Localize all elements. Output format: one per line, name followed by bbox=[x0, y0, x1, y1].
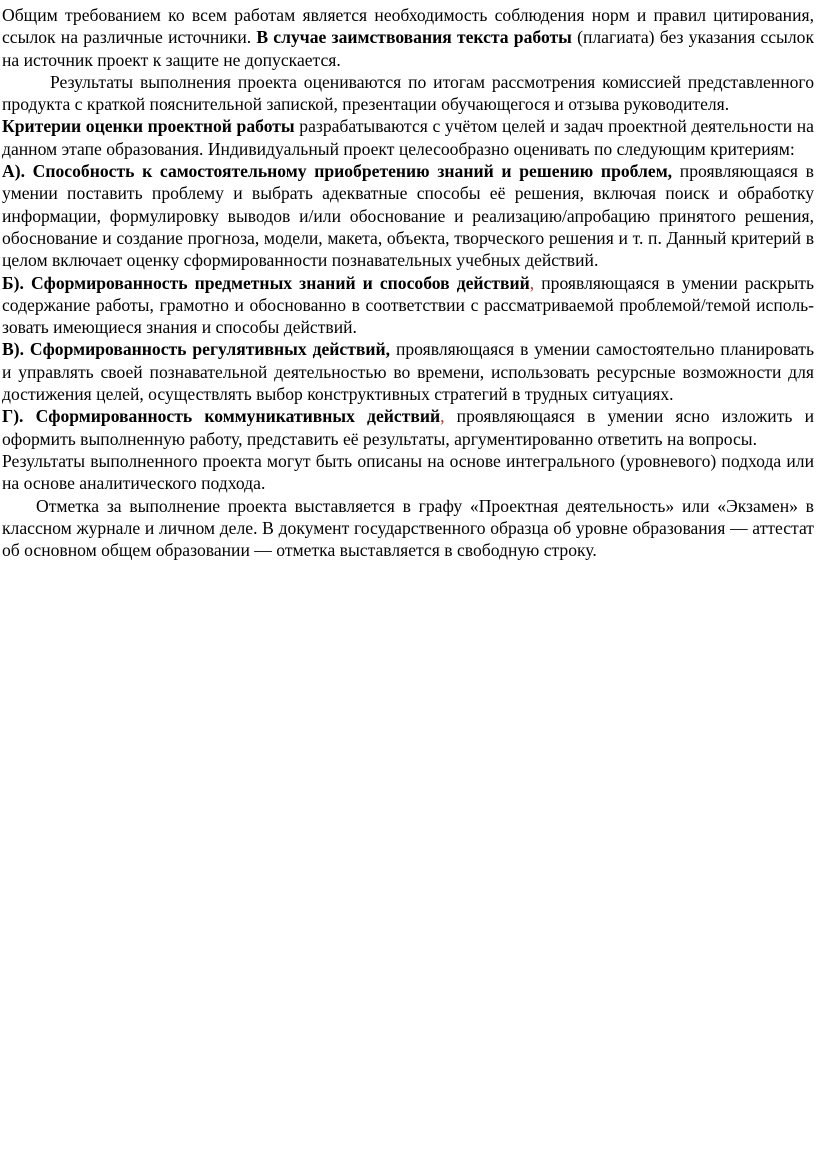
paragraph-evaluation bbox=[2, 71, 814, 116]
criterion-b-text: проявляющаяся в умении раскрыть содержание работы, грамотно и обоснованно в соответствии с рассматриваемой проблемой/темой исполь-зовать имеющиеся знания и способы действий. bbox=[2, 272, 815, 338]
criterion-a-text: проявляющаяся в умении поставить проблему и выбрать адекватные способы её решения, включая поиск и обработку информации, формулировку выводов и/или обоснование и реализацию/апробацию принятого решения, обоснование и создание прогноза, модели, макета, объекта, творческого решения и т. п. Данный критерий в целом включает оценку сформированности познавательных учебных действий. bbox=[2, 161, 814, 271]
criterion-a bbox=[2, 160, 814, 271]
paragraph-results-approach bbox=[2, 450, 814, 495]
criteria-intro-text: разрабатываются с учётом целей и задач проектной деятельности на данном этапе образования. Индивидуальный проект целесообразно оценивать по следующим критериям: bbox=[2, 116, 814, 159]
criterion-b-comma: , bbox=[529, 272, 535, 293]
criterion-a-title: А). Способность к самостоятельному приобретению знаний и решению проблем, bbox=[2, 161, 673, 182]
criterion-g bbox=[2, 405, 814, 450]
results-approach-text: Результаты выполненного проекта могут быть описаны на основе интегрального (уровневого) подхода или на основе аналитического подхода. bbox=[2, 450, 814, 494]
paragraph-grade-record bbox=[2, 495, 814, 562]
criterion-b bbox=[2, 272, 814, 339]
document-page bbox=[0, 0, 816, 561]
plagiarism-bold: В случае заимствования текста работы bbox=[256, 27, 572, 48]
criterion-g-text: проявляющаяся в умении ясно изложить и оформить выполненную работу, представить её результаты, аргументированно ответить на вопросы. bbox=[2, 406, 814, 449]
criteria-heading: Критерии оценки проектной работы bbox=[2, 116, 295, 137]
criterion-v-text: проявляющаяся в умении самостоятельно планировать и управлять своей познавательной деятельностью во времени, использовать ресурсные возможности для достижения целей, осуществлять выбор конструктивных стратегий в трудных ситуациях. bbox=[2, 339, 814, 405]
criterion-v-title: В). Сформированность регулятивных действий, bbox=[2, 339, 391, 360]
criterion-v bbox=[2, 338, 814, 405]
citation-rules-text: Общим требованием ко всем работам является необходимость соблюдения норм и правил цитирования, ссылок на различные источники. bbox=[2, 5, 814, 48]
grade-record-text: Отметка за выполнение проекта выставляется в графу «Проектная деятельность» или «Экзамен» в классном журнале и личном деле. В документ государственного образца об уровне образования — аттестат об основном общем образовании — отметка выставляется в свободную строку. bbox=[2, 495, 814, 561]
criterion-g-title: Г). Сформированность коммуникативных действий bbox=[2, 406, 441, 427]
paragraph-citation-rules bbox=[2, 4, 814, 71]
evaluation-text: Результаты выполнения проекта оцениваются по итогам рассмотрения комиссией представленного продукта с краткой пояснительной запиской, презентации обучающегося и отзыва руководителя. bbox=[2, 71, 814, 115]
criterion-g-comma: , bbox=[440, 406, 445, 427]
criterion-b-title: Б). Сформированность предметных знаний и способов действий bbox=[2, 272, 530, 293]
plagiarism-text: (плагиата) без указания ссылок на источник проект к защите не допускается. bbox=[2, 27, 814, 70]
paragraph-criteria-intro bbox=[2, 115, 814, 160]
